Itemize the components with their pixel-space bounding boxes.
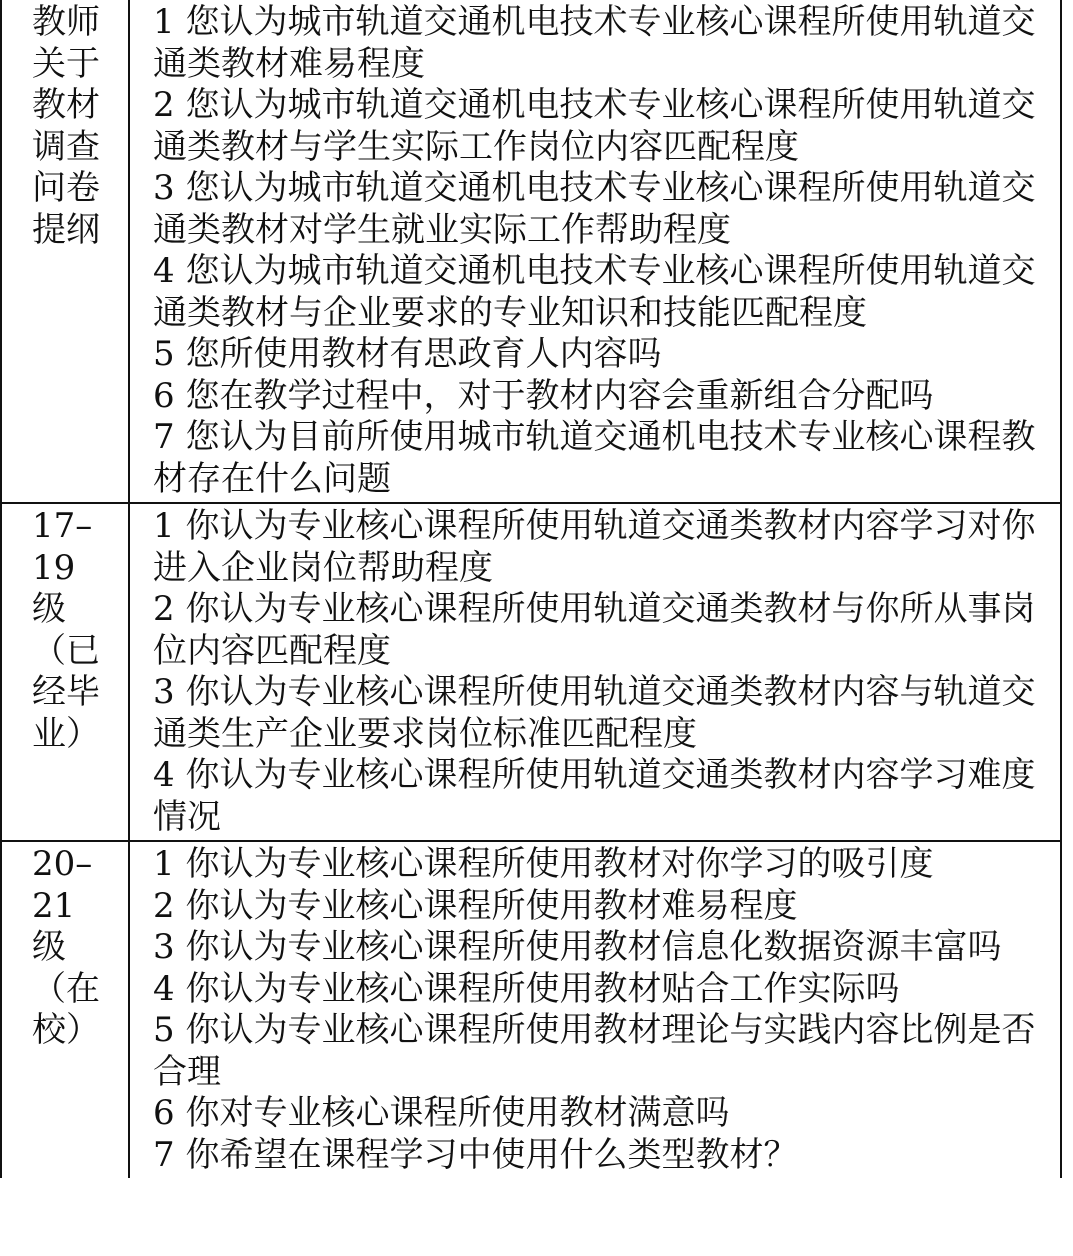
question-item: 1 你认为专业核心课程所使用教材对你学习的吸引度: [153, 844, 934, 884]
question-item: 2 你认为专业核心课程所使用轨道交通类教材与你所从事岗位内容匹配程度: [153, 589, 1036, 671]
row-label-cell: [1, 503, 129, 841]
row-label: 17– 19 级 （已 经毕 业）: [32, 506, 100, 754]
question-item: 3 你认为专业核心课程所使用轨道交通类教材内容与轨道交通类生产企业要求岗位标准匹配程度: [153, 672, 1036, 754]
question-item: 3 您认为城市轨道交通机电技术专业核心课程所使用轨道交通类教材对学生就业实际工作帮助程度: [153, 168, 1036, 250]
question-item: 4 您认为城市轨道交通机电技术专业核心课程所使用轨道交通类教材与企业要求的专业知识和技能匹配程度: [153, 251, 1036, 333]
question-item: 2 您认为城市轨道交通机电技术专业核心课程所使用轨道交通类教材与学生实际工作岗位内容匹配程度: [153, 85, 1036, 167]
row-items-cell: [129, 0, 1061, 503]
row-label: 教师 关于 教材 调查 问卷 提纲: [32, 2, 100, 250]
row-label: 20– 21 级 （在 校）: [32, 844, 100, 1050]
question-item: 5 您所使用教材有思政育人内容吗: [153, 334, 662, 374]
question-item: 1 您认为城市轨道交通机电技术专业核心课程所使用轨道交通类教材难易程度: [153, 2, 1036, 84]
question-item: 4 你认为专业核心课程所使用轨道交通类教材内容学习难度情况: [153, 755, 1036, 837]
question-item: 1 你认为专业核心课程所使用轨道交通类教材内容学习对你进入企业岗位帮助程度: [153, 506, 1036, 588]
row-items-cell: [129, 503, 1061, 841]
table-row-current-students: [1, 841, 1061, 1178]
question-item: 2 你认为专业核心课程所使用教材难易程度: [153, 885, 798, 926]
row-label-cell: [1, 841, 129, 1178]
row-items-cell: [129, 841, 1061, 1178]
row-label-cell: [1, 0, 129, 503]
table-row-teacher: [1, 0, 1061, 503]
question-item: 7 你希望在课程学习中使用什么类型教材？: [153, 1134, 798, 1175]
question-item: 5 你认为专业核心课程所使用教材理论与实践内容比例是否合理: [153, 1010, 1036, 1092]
question-item: 6 您在教学过程中，对于教材内容会重新组合分配吗: [153, 375, 934, 416]
question-item: 3 你认为专业核心课程所使用教材信息化数据资源丰富吗: [153, 927, 1002, 967]
table-row-graduates: [1, 503, 1061, 841]
question-item: 4 你认为专业核心课程所使用教材贴合工作实际吗: [153, 968, 900, 1009]
question-item: 6 你对专业核心课程所使用教材满意吗: [153, 1093, 730, 1133]
question-item: 7 您认为目前所使用城市轨道交通机电技术专业核心课程教材存在什么问题: [153, 417, 1036, 499]
